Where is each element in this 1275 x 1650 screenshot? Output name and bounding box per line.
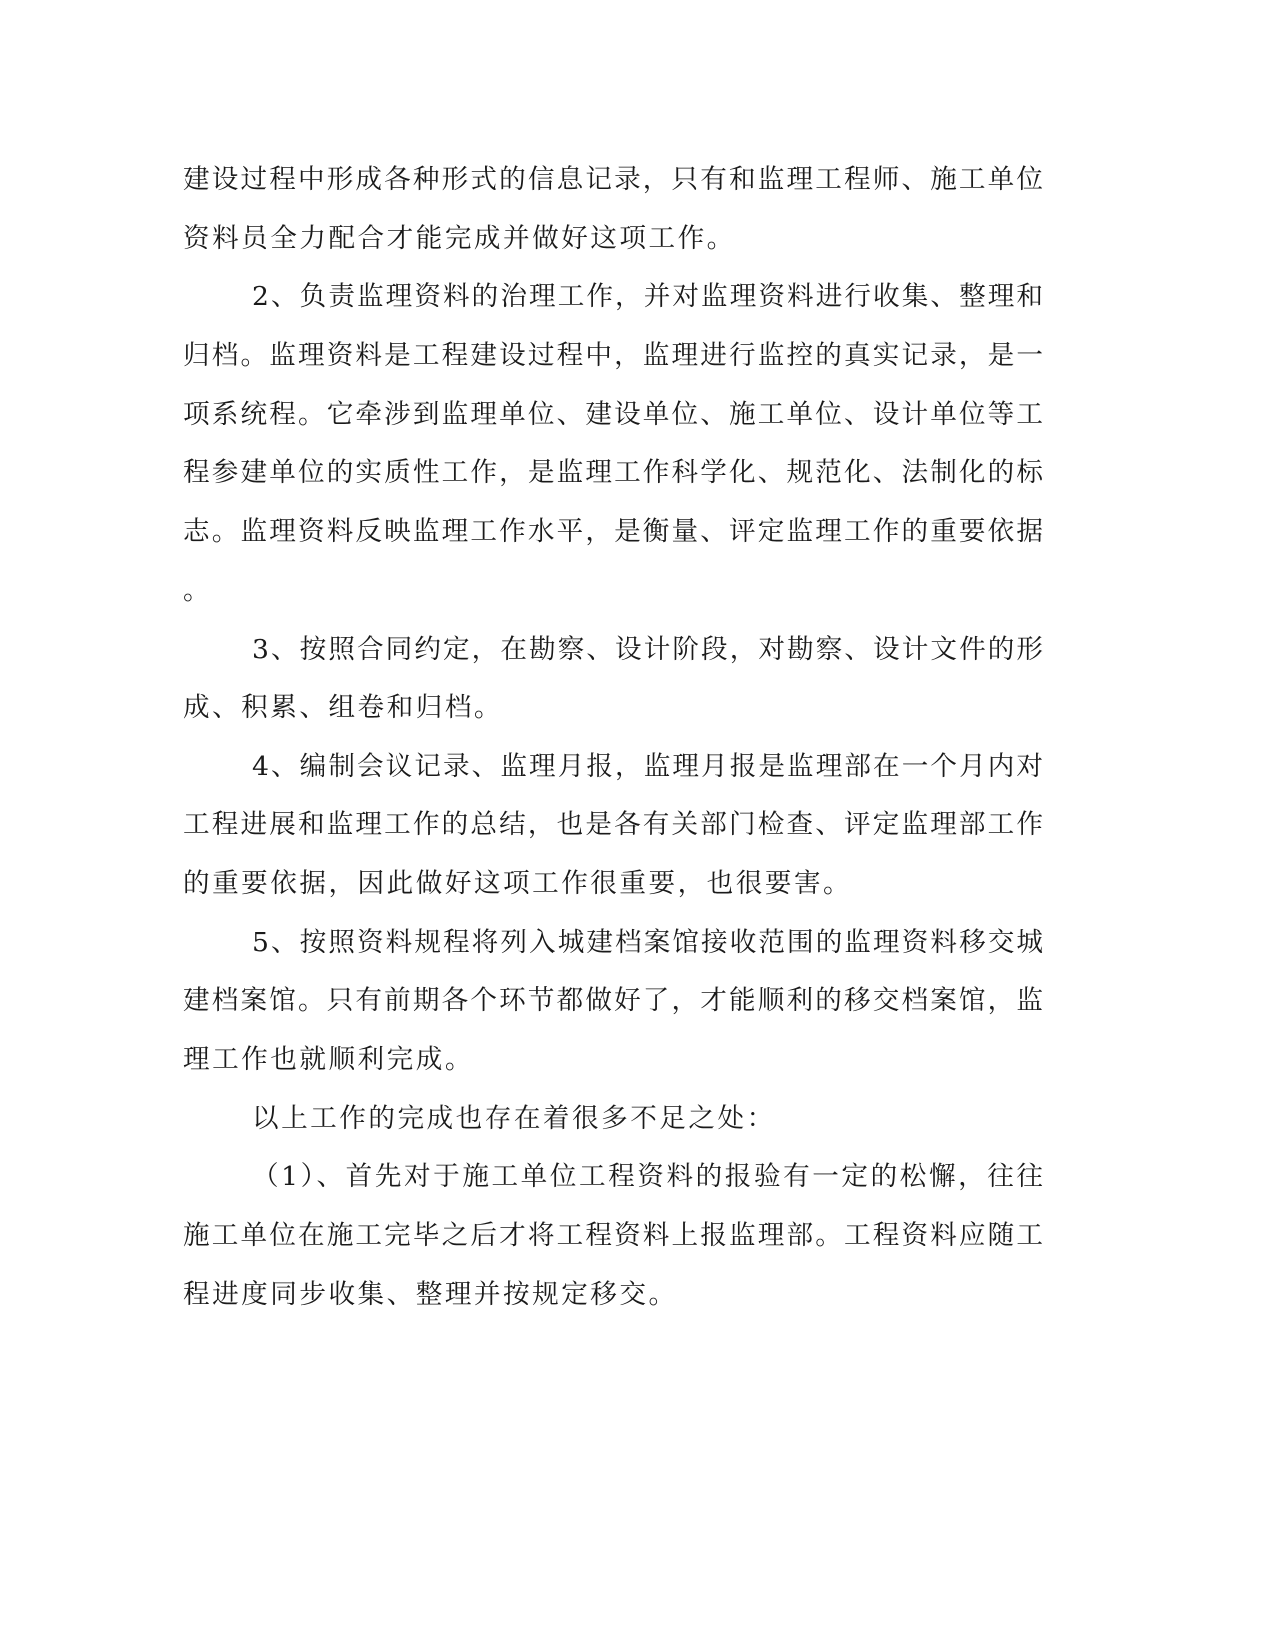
text-line: 建档案馆。只有前期各个环节都做好了，才能顺利的移交档案馆，监	[183, 985, 1043, 1016]
text-line: 5、按照资料规程将列入城建档案馆接收范围的监理资料移交城	[252, 927, 1043, 958]
text-line: 以上工作的完成也存在着很多不足之处：	[252, 1103, 776, 1134]
text-line: 。	[183, 575, 213, 606]
text-line: 资料员全力配合才能完成并做好这项工作。	[183, 223, 736, 254]
text-line: 成、积累、组卷和归档。	[183, 692, 504, 723]
text-line: 志。监理资料反映监理工作水平，是衡量、评定监理工作的重要依据	[183, 516, 1043, 547]
text-line: （1）、首先对于施工单位工程资料的报验有一定的松懈，往往	[252, 1161, 1043, 1192]
text-line: 的重要依据，因此做好这项工作很重要，也很要害。	[183, 868, 853, 899]
text-line: 程参建单位的实质性工作，是监理工作科学化、规范化、法制化的标	[183, 457, 1043, 488]
text-line: 程进度同步收集、整理并按规定移交。	[183, 1279, 678, 1310]
text-line: 3、按照合同约定，在勘察、设计阶段，对勘察、设计文件的形	[252, 634, 1043, 665]
text-line: 4、编制会议记录、监理月报，监理月报是监理部在一个月内对	[252, 751, 1043, 782]
text-line: 施工单位在施工完毕之后才将工程资料上报监理部。工程资料应随工	[183, 1220, 1043, 1251]
text-line: 工程进展和监理工作的总结，也是各有关部门检查、评定监理部工作	[183, 809, 1043, 840]
text-line: 建设过程中形成各种形式的信息记录，只有和监理工程师、施工单位	[183, 164, 1043, 195]
text-line: 归档。监理资料是工程建设过程中，监理进行监控的真实记录，是一	[183, 340, 1043, 371]
text-line: 项系统程。它牵涉到监理单位、建设单位、施工单位、设计单位等工	[183, 399, 1043, 430]
text-line: 理工作也就顺利完成。	[183, 1044, 474, 1075]
text-line: 2、负责监理资料的治理工作，并对监理资料进行收集、整理和	[252, 281, 1043, 312]
